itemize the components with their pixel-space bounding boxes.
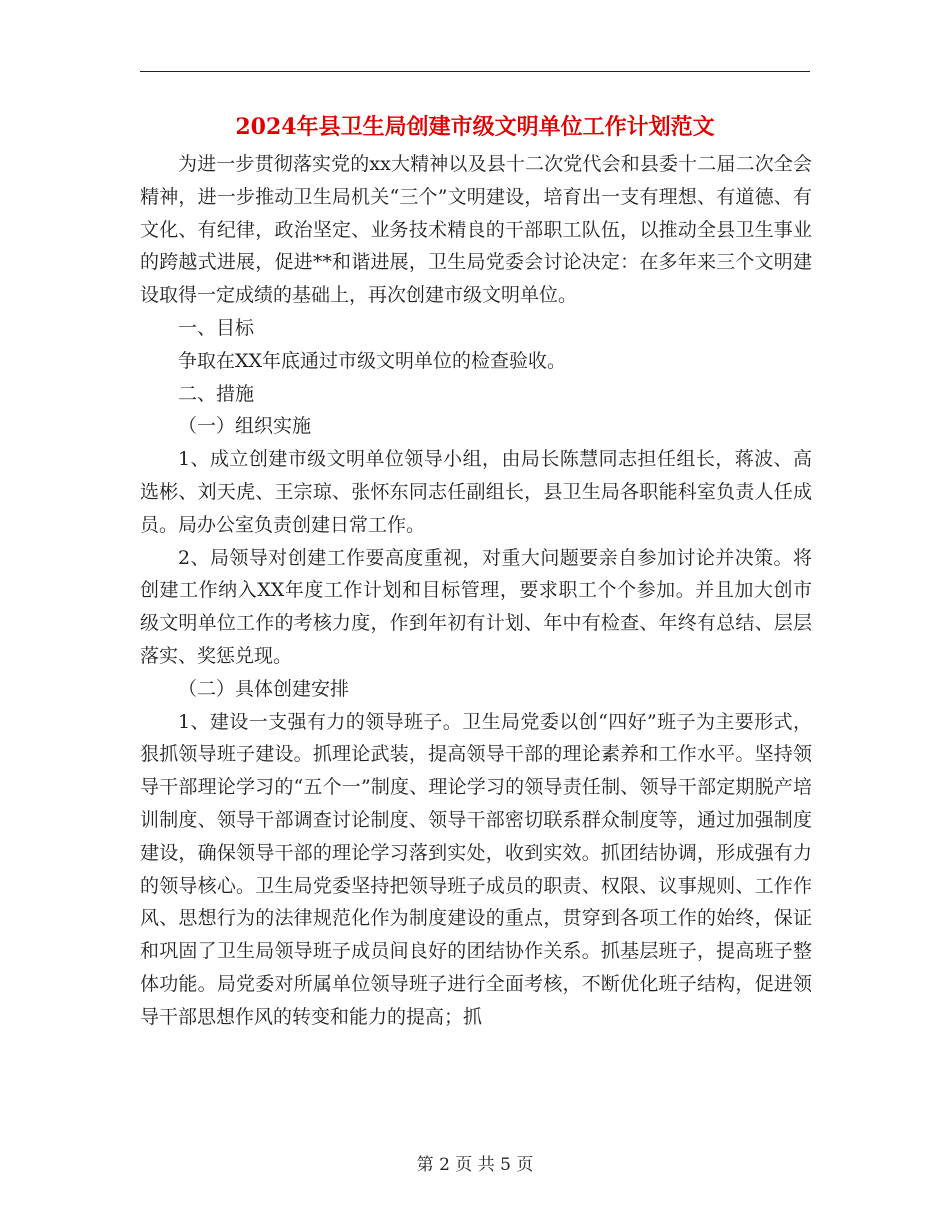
paragraph-intro: 为进一步贯彻落实党的xx大精神以及县十二次党代会和县委十二届二次全会精神，进一步推动卫生局机关“三个”文明建设，培育出一支有理想、有道德、有文化、有纪律，政治坚定、业务技术精良的干部职工队伍，以推动全县卫生事业的跨越式进展，促进**和谐进展，卫生局党委会讨论决定：在多年来三个文明建设取得一定成绩的基础上，再次创建市级文明单位。: [140, 153, 812, 307]
page-number: 第 2 页 共 5 页: [416, 1155, 534, 1175]
paragraph-org-1: 1、成立创建市级文明单位领导小组，由局长陈慧同志担任组长，蒋波、高选彬、刘天虎、王宗琼、张怀东同志任副组长，县卫生局各职能科室负责人任成员。局办公室负责创建日常工作。: [140, 448, 812, 536]
paragraph-goal: 争取在XX年底通过市级文明单位的检查验收。: [178, 349, 567, 372]
paragraph-org-2: 2、局领导对创建工作要高度重视，对重大问题要亲自参加讨论并决策。将创建工作纳入XX年度工作计划和目标管理，要求职工个个参加。并且加大创市级文明单位工作的考核力度，作到年初有计划、年中有检查、年终有总结、层层落实、奖惩兑现。: [140, 546, 812, 667]
subheading-organization: （一）组织实施: [178, 415, 312, 438]
page-footer: [140, 1153, 810, 1177]
heading-measures: 二、措施: [178, 382, 255, 405]
paragraph-arrangement-1: 1、建设一支强有力的领导班子。卫生局党委以创“四好”班子为主要形式，狠抓领导班子建设。抓理论武装，提高领导干部的理论素养和工作水平。坚持领导干部理论学习的“五个一”制度、理论学习的领导责任制、领导干部定期脱产培训制度、领导干部调查讨论制度、领导干部密切联系群众制度等，通过加强制度建设，确保领导干部的理论学习落到实处，收到实效。抓团结协调，形成强有力的领导核心。卫生局党委坚持把领导班子成员的职责、权限、议事规则、工作作风、思想行为的法律规范化作为制度建设的重点，贯穿到各项工作的始终，保证和巩固了卫生局领导班子成员间良好的团结协作关系。抓基层班子，提高班子整体功能。局党委对所属单位领导班子进行全面考核，不断优化班子结构，促进领导干部思想作风的转变和能力的提高；抓: [140, 710, 812, 1028]
document-body: [140, 148, 812, 1034]
header-rule: [140, 71, 810, 72]
document-title: 2024年县卫生局创建市级文明单位工作计划范文: [235, 114, 715, 140]
subheading-arrangement: （二）具体创建安排: [178, 677, 350, 700]
heading-goal: 一、目标: [178, 316, 255, 339]
